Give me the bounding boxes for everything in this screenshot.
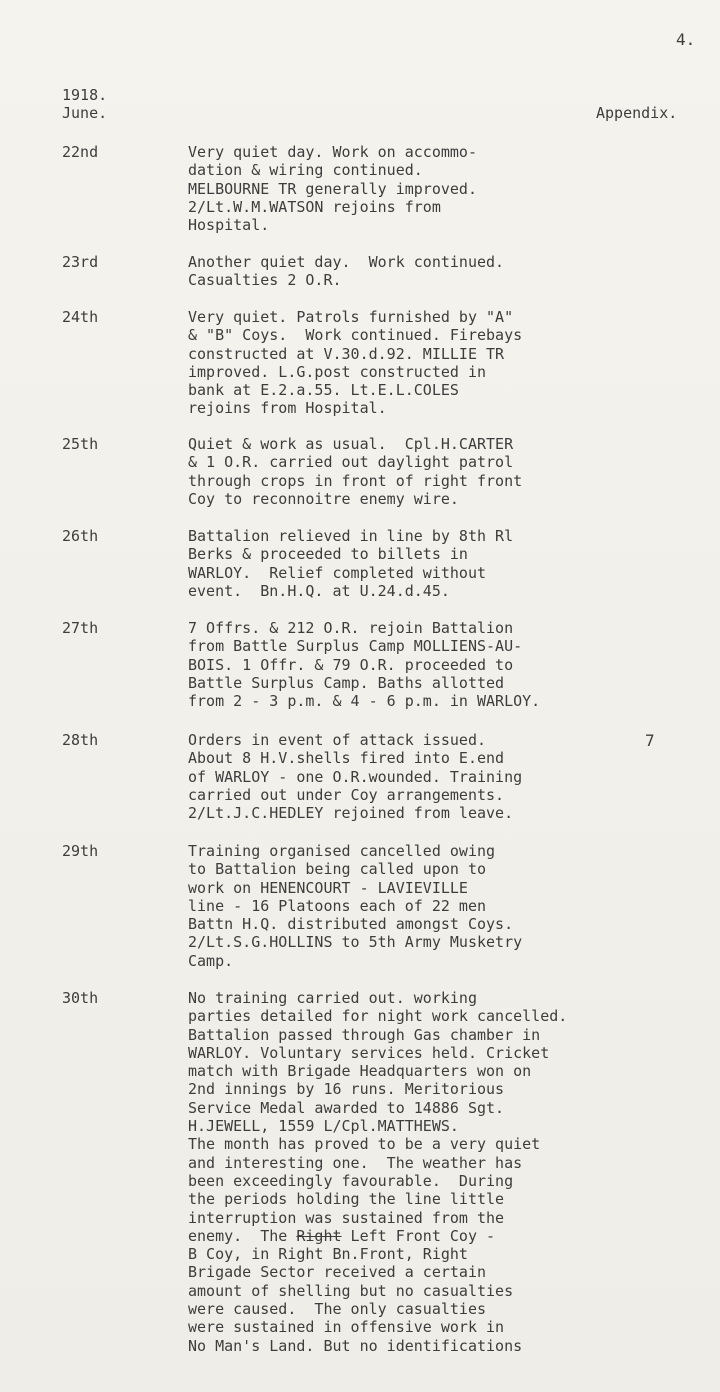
entry-line: Orders in event of attack issued.	[188, 731, 487, 749]
entry-text	[188, 527, 668, 600]
entry-line: & 1 O.R. carried out daylight patrol	[188, 453, 514, 472]
entry-text	[188, 842, 668, 970]
entry-line: constructed at V.30.d.92. MILLIE TR	[188, 344, 505, 363]
entry-line: & "B" Coys. Work continued. Firebays	[188, 326, 523, 345]
entry-line: improved. L.G.post constructed in	[188, 362, 487, 381]
entry-date: 22nd	[62, 143, 99, 161]
entry-line: amount of shelling but no casualties	[188, 1281, 514, 1300]
entry-date: 28th	[62, 731, 99, 749]
entry-line: parties detailed for night work cancelled.	[188, 1007, 568, 1026]
entry-line: MELBOURNE TR generally improved.	[188, 179, 477, 198]
entry-text	[188, 253, 668, 290]
entry-line: from Battle Surplus Camp MOLLIENS-AU-	[188, 637, 523, 656]
entry-line: The month has proved to be a very quiet	[188, 1135, 541, 1154]
year-label: 1918.	[62, 86, 108, 104]
entry-line: 2nd innings by 16 runs. Meritorious	[188, 1080, 505, 1099]
entry-line: interruption was sustained from the	[188, 1208, 505, 1227]
month-label: June.	[62, 104, 108, 122]
appendix-label: Appendix.	[596, 104, 678, 122]
entry-line: line - 16 Platoons each of 22 men	[188, 896, 487, 915]
entry-line: the periods holding the line little	[188, 1190, 505, 1209]
entry-line: rejoins from Hospital.	[188, 399, 387, 418]
entry-date: 26th	[62, 527, 99, 545]
entry-line: carried out under Coy arrangements.	[188, 785, 505, 804]
entry-text	[188, 143, 668, 234]
entry-line: bank at E.2.a.55. Lt.E.L.COLES	[188, 381, 459, 400]
entry-line: Training organised cancelled owing	[188, 842, 496, 860]
entry-line: Brigade Sector received a certain	[188, 1263, 487, 1282]
entry-line: 2/Lt.S.G.HOLLINS to 5th Army Musketry	[188, 933, 523, 952]
entry-line: Battle Surplus Camp. Baths allotted	[188, 673, 505, 692]
entry-line: Quiet & work as usual. Cpl.H.CARTER	[188, 435, 514, 453]
entry-line: BOIS. 1 Offr. & 79 O.R. proceeded to	[188, 655, 514, 674]
entry-line: No training carried out. working	[188, 989, 477, 1007]
entry-line: Battalion passed through Gas chamber in	[188, 1025, 541, 1044]
entry-line: WARLOY. Relief completed without	[188, 563, 487, 582]
entry-line: and interesting one. The weather has	[188, 1153, 523, 1172]
entry-line: H.JEWELL, 1559 L/Cpl.MATTHEWS.	[188, 1117, 459, 1136]
entry-line: Hospital.	[188, 216, 270, 235]
entry-text	[188, 731, 668, 822]
entry-line: Berks & proceeded to billets in	[188, 545, 468, 564]
entry-line: No Man's Land. But no identifications	[188, 1336, 523, 1355]
entry-line: work on HENENCOURT - LAVIEVILLE	[188, 878, 468, 897]
entry-text	[188, 435, 668, 508]
entry-line: 2/Lt.J.C.HEDLEY rejoined from leave.	[188, 804, 514, 823]
entry-line: Service Medal awarded to 14886 Sgt.	[188, 1098, 505, 1117]
page-number: 4.	[676, 30, 696, 49]
entry-line: B Coy, in Right Bn.Front, Right	[188, 1245, 468, 1264]
entry-line: event. Bn.H.Q. at U.24.d.45.	[188, 581, 450, 600]
entry-line: About 8 H.V.shells fired into E.end	[188, 749, 505, 768]
entry-line: 7 Offrs. & 212 O.R. rejoin Battalion	[188, 619, 514, 637]
entry-line: through crops in front of right front	[188, 471, 523, 490]
entry-text	[188, 308, 668, 418]
entry-line: from 2 - 3 p.m. & 4 - 6 p.m. in WARLOY.	[188, 692, 541, 711]
margin-note: 7	[645, 731, 655, 750]
entry-line: WARLOY. Voluntary services held. Cricket	[188, 1043, 550, 1062]
entry-line: Another quiet day. Work continued.	[188, 253, 505, 271]
entry-line: Very quiet day. Work on accommo-	[188, 143, 477, 161]
entry-date: 27th	[62, 619, 99, 637]
entry-line: Casualties 2 O.R.	[188, 271, 342, 290]
entry-line: Very quiet. Patrols furnished by "A"	[188, 308, 514, 326]
entry-line: enemy. The Right Left Front Coy -	[188, 1226, 496, 1245]
struck-word: Right	[296, 1226, 342, 1245]
entry-line: been exceedingly favourable. During	[188, 1171, 514, 1190]
entry-text	[188, 989, 668, 1355]
entry-line: were caused. The only casualties	[188, 1300, 487, 1319]
entry-line: of WARLOY - one O.R.wounded. Training	[188, 767, 523, 786]
entry-date: 23rd	[62, 253, 99, 271]
entry-date: 25th	[62, 435, 99, 453]
entry-date: 24th	[62, 308, 99, 326]
entry-line: match with Brigade Headquarters won on	[188, 1062, 532, 1081]
entry-line: Battn H.Q. distributed amongst Coys.	[188, 915, 514, 934]
entry-line: Battalion relieved in line by 8th Rl	[188, 527, 514, 545]
entry-line: Camp.	[188, 951, 234, 970]
entry-line: 2/Lt.W.M.WATSON rejoins from	[188, 197, 441, 216]
entry-date: 29th	[62, 842, 99, 860]
entry-line: to Battalion being called upon to	[188, 860, 487, 879]
entry-line: Coy to reconnoitre enemy wire.	[188, 489, 459, 508]
entry-line: dation & wiring continued.	[188, 161, 423, 180]
entry-date: 30th	[62, 989, 99, 1007]
entry-text	[188, 619, 668, 710]
entry-line: were sustained in offensive work in	[188, 1318, 505, 1337]
